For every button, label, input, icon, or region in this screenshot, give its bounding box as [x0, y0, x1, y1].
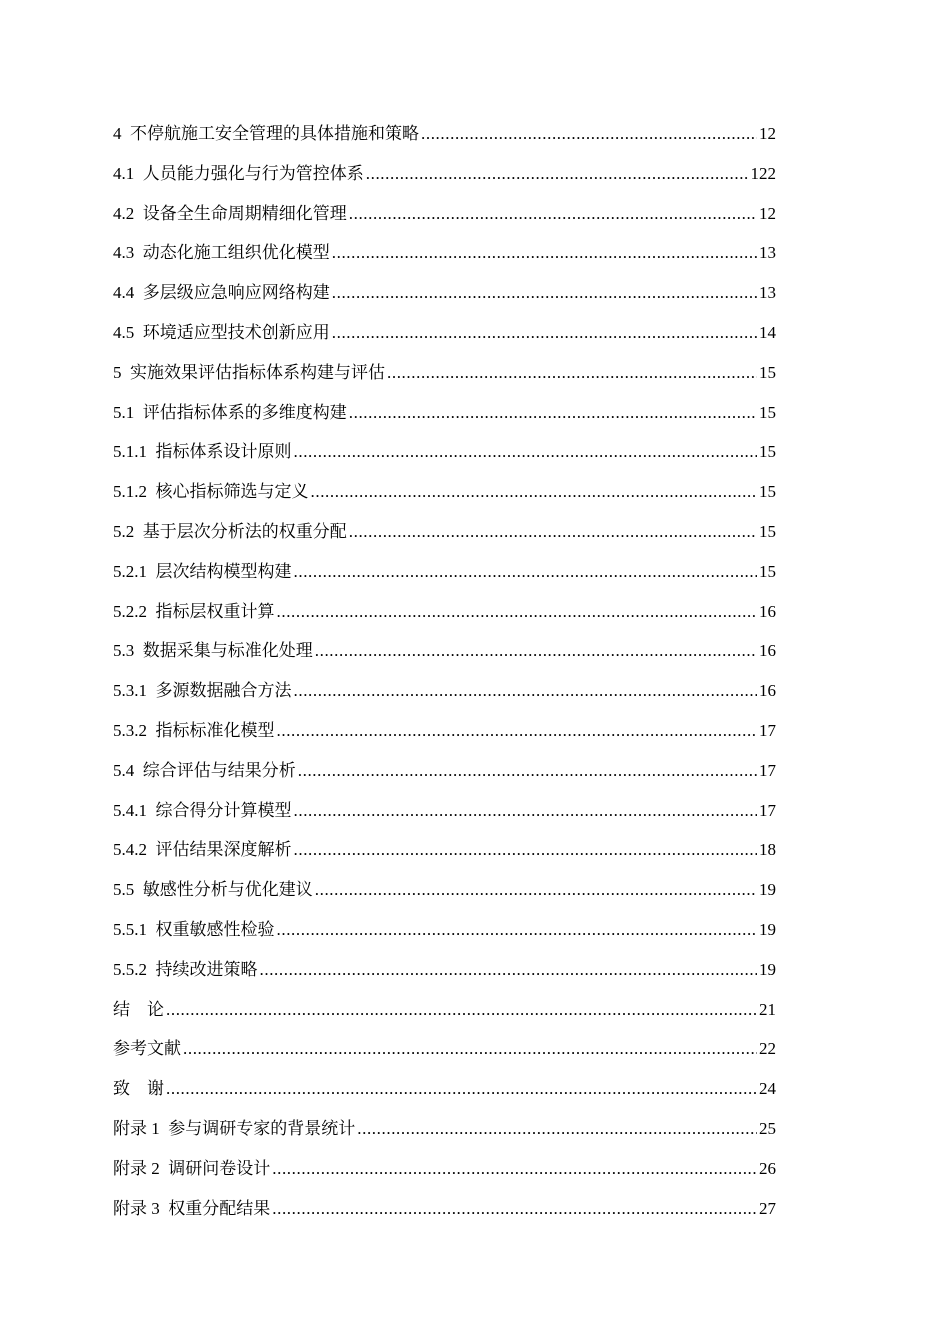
toc-entry-title: 5.2.1 层次结构模型构建 [113, 561, 292, 581]
toc-entry-title: 附录 3 权重分配结果 [113, 1198, 271, 1218]
toc-entry-title: 5.5.2 持续改进策略 [113, 959, 258, 979]
toc-entry[interactable] [113, 1149, 776, 1189]
toc-entry-title: 5.2.2 指标层权重计算 [113, 601, 275, 621]
toc-page-number: 122 [750, 163, 776, 183]
toc-page-number: 16 [759, 641, 776, 661]
toc-entry[interactable] [113, 592, 776, 632]
toc-page-number: 19 [759, 919, 776, 939]
toc-dot-leader [366, 154, 749, 194]
toc-page-number: 15 [759, 402, 776, 422]
toc-page-number: 21 [759, 999, 776, 1019]
toc-page-number: 14 [759, 322, 776, 342]
toc-entry-title: 5.1.2 核心指标筛选与定义 [113, 482, 309, 502]
toc-page-number: 22 [759, 1039, 776, 1059]
toc-dot-leader [357, 1109, 757, 1149]
toc-entry-title: 4.5 环境适应型技术创新应用 [113, 322, 330, 342]
toc-page-number: 15 [759, 362, 776, 382]
toc-entry[interactable] [113, 791, 776, 831]
toc-dot-leader [277, 910, 758, 950]
toc-entry-title: 4.4 多层级应急响应网络构建 [113, 283, 330, 303]
toc-entry-title: 附录 1 参与调研专家的背景统计 [113, 1118, 356, 1138]
toc-entry[interactable] [113, 353, 776, 393]
toc-dot-leader [294, 671, 758, 711]
toc-page-number: 17 [759, 800, 776, 820]
toc-dot-leader [332, 273, 757, 313]
toc-dot-leader [260, 950, 758, 990]
toc-entry[interactable] [113, 751, 776, 791]
toc-entry-title: 5.4.1 综合得分计算模型 [113, 800, 292, 820]
toc-entry-title: 5.5 敏感性分析与优化建议 [113, 880, 313, 900]
toc-dot-leader [349, 393, 757, 433]
toc-entry-title: 致 谢 [113, 1079, 164, 1099]
toc-page-number: 15 [759, 521, 776, 541]
toc-page-number: 16 [759, 601, 776, 621]
toc-dot-leader [294, 791, 758, 831]
toc-dot-leader [294, 552, 758, 592]
toc-dot-leader [183, 1029, 757, 1069]
toc-dot-leader [315, 631, 757, 671]
toc-entry-title: 4.1 人员能力强化与行为管控体系 [113, 163, 364, 183]
toc-entry[interactable] [113, 631, 776, 671]
toc-page-number: 25 [759, 1118, 776, 1138]
toc-entry[interactable] [113, 671, 776, 711]
toc-entry[interactable] [113, 114, 776, 154]
toc-entry[interactable] [113, 472, 776, 512]
toc-entry[interactable] [113, 1029, 776, 1069]
toc-dot-leader [294, 432, 758, 472]
toc-page-number: 27 [759, 1198, 776, 1218]
toc-entry[interactable] [113, 1109, 776, 1149]
toc-page-number: 17 [759, 760, 776, 780]
toc-dot-leader [277, 711, 758, 751]
toc-dot-leader [166, 990, 757, 1030]
toc-entry[interactable] [113, 194, 776, 234]
toc-entry-title: 4.3 动态化施工组织优化模型 [113, 243, 330, 263]
toc-entry[interactable] [113, 1189, 776, 1229]
toc-entry[interactable] [113, 910, 776, 950]
toc-entry[interactable] [113, 870, 776, 910]
toc-entry[interactable] [113, 154, 776, 194]
toc-page-number: 16 [759, 681, 776, 701]
toc-entry[interactable] [113, 552, 776, 592]
toc-page-number: 19 [759, 959, 776, 979]
toc-entry[interactable] [113, 512, 776, 552]
toc-entry[interactable] [113, 273, 776, 313]
toc-entry-title: 结 论 [113, 999, 164, 1019]
toc-entry[interactable] [113, 313, 776, 353]
toc-entry-title: 4 不停航施工安全管理的具体措施和策略 [113, 124, 419, 143]
toc-entry[interactable] [113, 432, 776, 472]
toc-dot-leader [277, 592, 758, 632]
toc-page-number: 13 [759, 283, 776, 303]
toc-dot-leader [387, 353, 757, 393]
toc-dot-leader [298, 751, 757, 791]
toc-entry-title: 5.4.2 评估结果深度解析 [113, 840, 292, 860]
toc-dot-leader [332, 233, 757, 273]
toc-entry[interactable] [113, 830, 776, 870]
toc-page-number: 15 [759, 482, 776, 502]
toc-dot-leader [349, 512, 757, 552]
toc-entry-title: 5.3 数据采集与标准化处理 [113, 641, 313, 661]
toc-dot-leader [311, 472, 758, 512]
toc-page-number: 15 [759, 561, 776, 581]
toc-entry-title: 5.1.1 指标体系设计原则 [113, 442, 292, 462]
toc-page-number: 15 [759, 442, 776, 462]
toc-dot-leader [349, 194, 757, 234]
toc-entry[interactable] [113, 233, 776, 273]
toc-dot-leader [294, 830, 758, 870]
toc-dot-leader [166, 1069, 757, 1109]
toc-entry-title: 5.1 评估指标体系的多维度构建 [113, 402, 347, 422]
toc-entry-title: 附录 2 调研问卷设计 [113, 1158, 271, 1178]
toc-page-number: 18 [759, 840, 776, 860]
toc-entry[interactable] [113, 1069, 776, 1109]
toc-page-number: 12 [759, 203, 776, 223]
toc-entry-title: 5.4 综合评估与结果分析 [113, 760, 296, 780]
toc-entry[interactable] [113, 711, 776, 751]
table-of-contents [113, 114, 776, 1228]
toc-entry-title: 参考文献 [113, 1039, 181, 1059]
toc-page-number: 13 [759, 243, 776, 263]
toc-entry-title: 5 实施效果评估指标体系构建与评估 [113, 362, 385, 382]
toc-dot-leader [421, 114, 757, 154]
toc-page-number: 26 [759, 1158, 776, 1178]
toc-entry-title: 5.2 基于层次分析法的权重分配 [113, 521, 347, 541]
toc-dot-leader [272, 1189, 757, 1229]
toc-dot-leader [315, 870, 757, 910]
toc-dot-leader [332, 313, 757, 353]
toc-entry[interactable] [113, 393, 776, 433]
toc-entry-title: 5.3.2 指标标准化模型 [113, 720, 275, 740]
toc-entry-title: 4.2 设备全生命周期精细化管理 [113, 203, 347, 223]
toc-page-number: 19 [759, 880, 776, 900]
toc-page-number: 12 [759, 124, 776, 143]
toc-page-number: 24 [759, 1079, 776, 1099]
toc-page-number: 17 [759, 720, 776, 740]
toc-entry-title: 5.3.1 多源数据融合方法 [113, 681, 292, 701]
toc-dot-leader [272, 1149, 757, 1189]
toc-entry-title: 5.5.1 权重敏感性检验 [113, 919, 275, 939]
toc-entry[interactable] [113, 990, 776, 1030]
toc-entry[interactable] [113, 950, 776, 990]
